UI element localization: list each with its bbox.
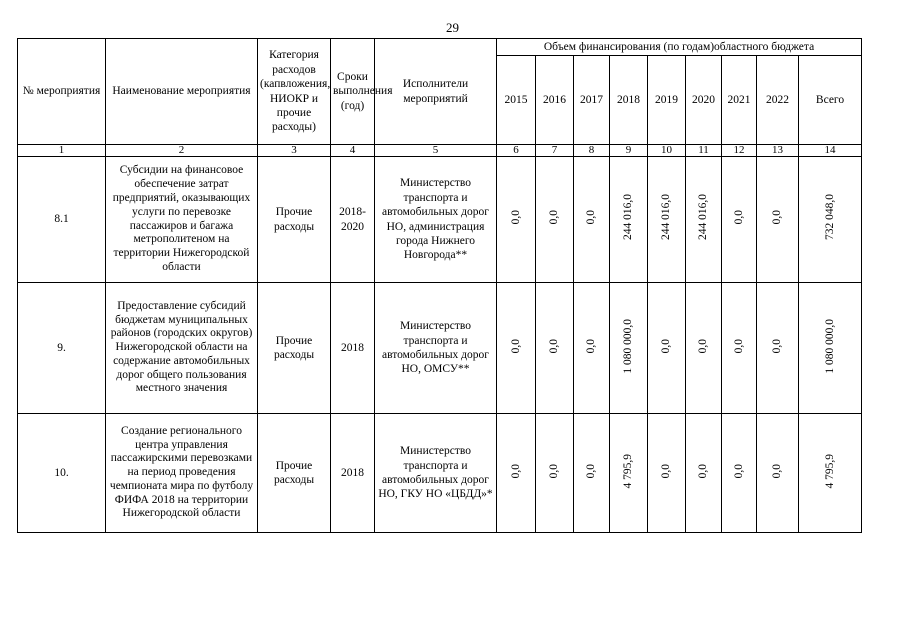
execution-period: 2018 (331, 283, 375, 414)
header-year: 2016 (536, 56, 574, 145)
value-2017: 0,0 (585, 338, 598, 353)
column-number: 11 (686, 145, 722, 157)
header-category: Категория расходов (капвложения, НИОКР и прочие расходы) (258, 39, 331, 145)
value-total: 732 048,0 (823, 194, 836, 241)
value-2022: 0,0 (771, 338, 784, 353)
header-number: № мероприятия (18, 39, 106, 145)
value-2022: 0,0 (771, 463, 784, 478)
value-2020: 244 016,0 (697, 194, 710, 241)
header-year: 2018 (610, 56, 648, 145)
header-year: 2020 (686, 56, 722, 145)
column-number: 12 (722, 145, 757, 157)
value-2021: 0,0 (732, 338, 745, 353)
header-year: 2021 (722, 56, 757, 145)
table-row (18, 283, 862, 414)
header-total: Всего (799, 56, 862, 145)
value-total: 4 795,9 (823, 453, 836, 489)
header-name: Наименование мероприятия (106, 39, 258, 145)
value-2018: 1 080 000,0 (622, 318, 635, 374)
column-number: 13 (757, 145, 799, 157)
value-2018: 4 795,9 (622, 453, 635, 489)
page-number: 29 (446, 20, 459, 35)
row-number: 10. (18, 414, 106, 533)
value-2015: 0,0 (509, 210, 522, 225)
value-2021: 0,0 (732, 463, 745, 478)
row-number: 9. (18, 283, 106, 414)
value-2019: 244 016,0 (660, 194, 673, 241)
header-year: 2017 (574, 56, 610, 145)
column-number: 10 (648, 145, 686, 157)
expense-category: Прочие расходы (258, 157, 331, 283)
column-number: 14 (799, 145, 862, 157)
header-year: 2022 (757, 56, 799, 145)
column-number-row (18, 145, 862, 157)
executors: Министерство транспорта и автомобильных дорог НО, ОМСУ** (375, 283, 497, 414)
table-row (18, 414, 862, 533)
execution-period: 2018 (331, 414, 375, 533)
header-period: Сроки выполнения (год) (331, 39, 375, 145)
value-2017: 0,0 (585, 210, 598, 225)
measure-name: Предоставление субсидий бюджетам муниципальных районов (городских округов) Нижегородской области на содержание автомобильных дорог общего пользования местного значения (106, 283, 258, 414)
column-number: 2 (106, 145, 258, 157)
column-number: 7 (536, 145, 574, 157)
value-2020: 0,0 (697, 338, 710, 353)
column-number: 8 (574, 145, 610, 157)
program-table (17, 38, 862, 533)
value-2019: 0,0 (660, 338, 673, 353)
column-number: 5 (375, 145, 497, 157)
header-year: 2019 (648, 56, 686, 145)
header-row (18, 39, 862, 56)
column-number: 9 (610, 145, 648, 157)
value-2020: 0,0 (697, 463, 710, 478)
header-executors: Исполнители мероприятий (375, 39, 497, 145)
column-number: 4 (331, 145, 375, 157)
row-number: 8.1 (18, 157, 106, 283)
expense-category: Прочие расходы (258, 283, 331, 414)
measure-name: Создание регионального центра управления пассажирскими перевозками на период проведения чемпионата мира по футболу ФИФА 2018 на территории Нижегородской области (106, 414, 258, 533)
value-2015: 0,0 (509, 463, 522, 478)
value-2016: 0,0 (548, 463, 561, 478)
header-year: 2015 (497, 56, 536, 145)
value-2022: 0,0 (771, 210, 784, 225)
expense-category: Прочие расходы (258, 414, 331, 533)
column-number: 1 (18, 145, 106, 157)
value-2016: 0,0 (548, 338, 561, 353)
value-2015: 0,0 (509, 338, 522, 353)
column-number: 3 (258, 145, 331, 157)
measure-name: Субсидии на финансовое обеспечение затрат предприятий, оказывающих услуги по перевозке пассажиров и багажа метрополитеном на территории Нижегородской области (106, 157, 258, 283)
executors: Министерство транспорта и автомобильных дорог НО, ГКУ НО «ЦБДД»* (375, 414, 497, 533)
value-2018: 244 016,0 (622, 194, 635, 241)
column-number: 6 (497, 145, 536, 157)
value-2017: 0,0 (585, 463, 598, 478)
table-row (18, 157, 862, 283)
value-2019: 0,0 (660, 463, 673, 478)
header-funding: Объем финансирования (по годам)областного бюджета (497, 39, 862, 56)
value-total: 1 080 000,0 (823, 318, 836, 374)
execution-period: 2018-2020 (331, 157, 375, 283)
value-2021: 0,0 (732, 210, 745, 225)
executors: Министерство транспорта и автомобильных дорог НО, администрация города Нижнего Новгорода** (375, 157, 497, 283)
value-2016: 0,0 (548, 210, 561, 225)
